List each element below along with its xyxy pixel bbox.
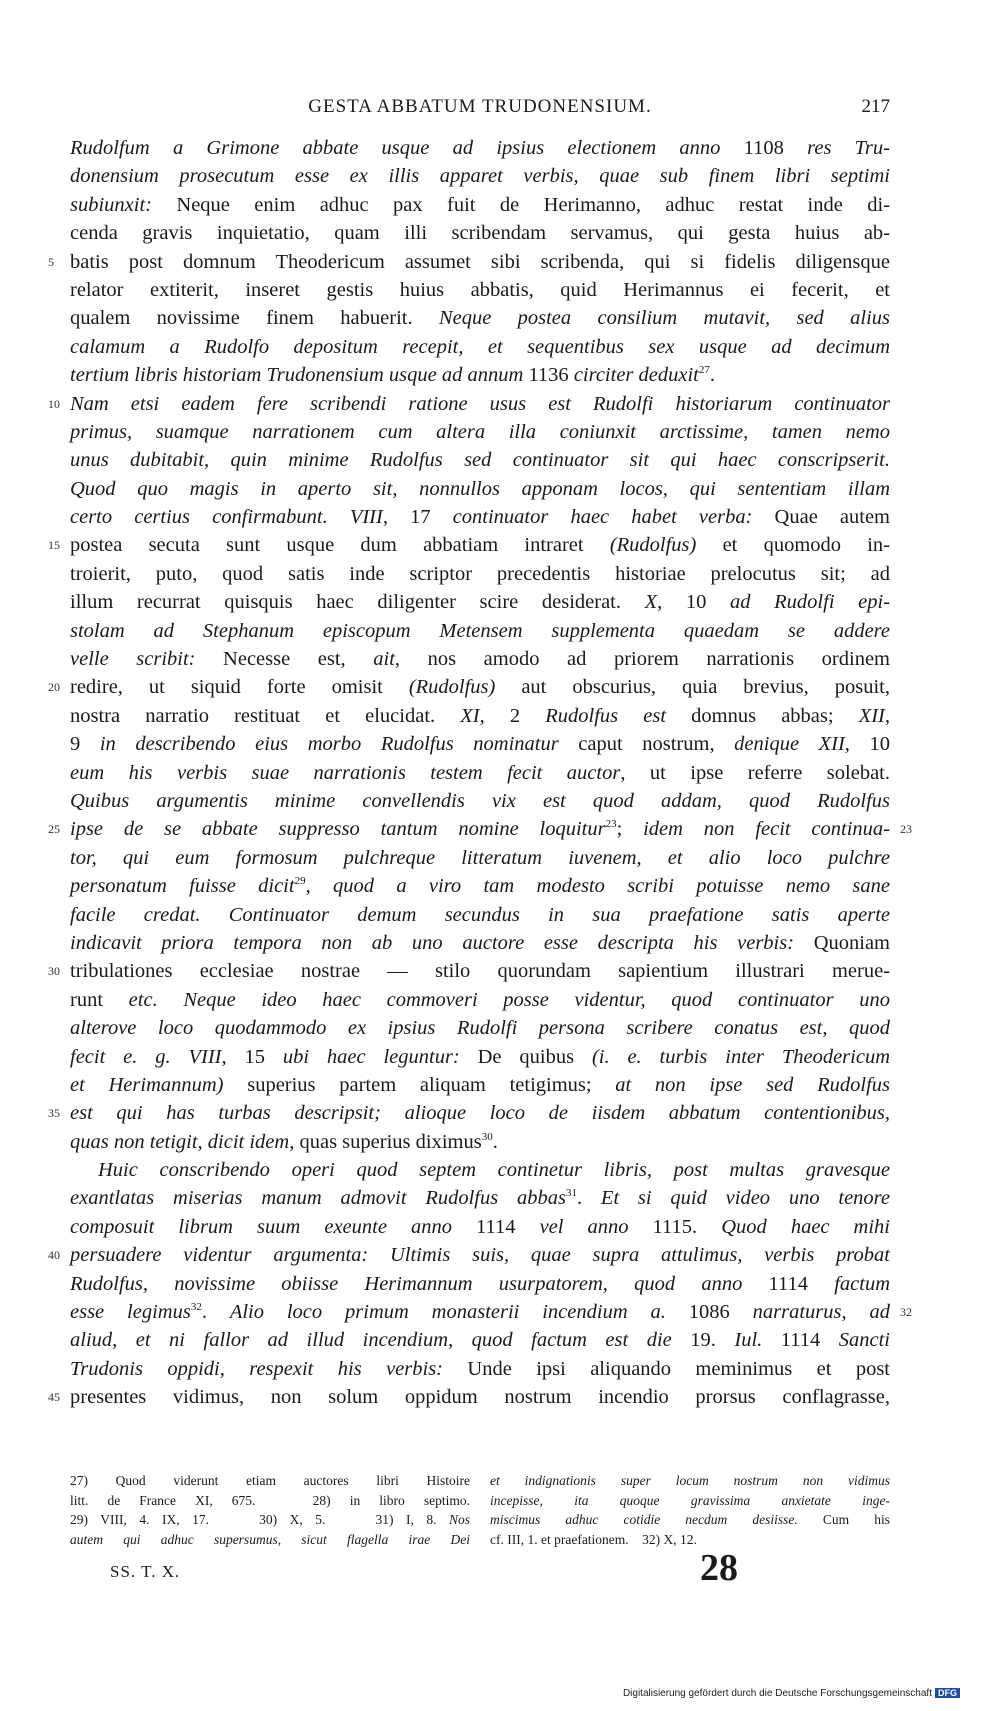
line-text: subiunxit: Neque enim adhuc pax fuit de Herimanno, adhuc restat inde di- <box>70 193 890 216</box>
line-number: 30 <box>48 964 60 979</box>
line-text: 9 in describendo eius morbo Rudolfus nominatur caput nostrum, denique XII, 10 <box>70 733 891 756</box>
text-line <box>70 333 890 361</box>
text-line <box>70 276 890 304</box>
text-line <box>70 191 890 219</box>
line-text: alterove loco quodammodo ex ipsius Rudolfi persona scribere conatus est, quod <box>70 1017 890 1040</box>
text-line <box>70 702 890 730</box>
line-text: tor, qui eum formosum pulchreque litteratum iuvenem, et alio loco pulchre <box>70 846 890 869</box>
line-text: ipse de se abbate suppresso tantum nomine loquitur$^{23}$; idem non fecit continua- <box>70 818 890 841</box>
text-line <box>70 1184 890 1212</box>
signature-mark: SS. T. X. <box>110 1562 181 1581</box>
text-line <box>48 815 912 843</box>
text-line <box>70 645 890 673</box>
line-number: 15 <box>48 538 60 553</box>
text-line <box>70 1071 890 1099</box>
text-line <box>70 1270 890 1298</box>
line-text: calamum a Rudolfo depositum recepit, et sequentibus sex usque ad decimum <box>70 335 890 358</box>
line-text: composuit librum suum exeunte anno 1114 vel anno 1115. Quod haec mihi <box>70 1215 891 1238</box>
sheet-number: 28 <box>700 1547 738 1589</box>
footnote-line: et indignationis super locum nostrum non vidimus <box>490 1473 890 1488</box>
text-line <box>48 957 890 985</box>
line-text: Nam etsi eadem fere scribendi ratione usus est Rudolfi historiarum continuator <box>70 392 890 415</box>
text-line <box>70 844 890 872</box>
line-text: stolam ad Stephanum episcopum Metensem supplementa quaedam se addere <box>70 619 890 642</box>
line-text: facile credat. Continuator demum secundus in sua praefatione satis aperte <box>70 903 890 926</box>
text-line <box>70 418 890 446</box>
text-line <box>48 1241 890 1269</box>
running-header <box>70 96 890 126</box>
line-text: quas non tetigit, dicit idem, quas superius diximus$^{30}$. <box>70 1130 498 1153</box>
line-text: et Herimannum) superius partem aliquam tetigimus; at non ipse sed Rudolfus <box>70 1073 891 1096</box>
footnote-line: cf. III, 1. et praefationem. 32) X, 12. <box>490 1531 697 1547</box>
page-number: 217 <box>861 96 890 117</box>
line-number: 40 <box>48 1248 60 1263</box>
margin-note-marker: 32 <box>900 1305 912 1320</box>
footnotes-right-column <box>490 1471 890 1549</box>
margin-note-marker: 23 <box>900 822 912 837</box>
text-line <box>70 588 890 616</box>
text-line <box>70 1213 890 1241</box>
text-line <box>70 872 890 900</box>
footnote-line: 29) VIII, 4. IX, 17. 30) X, 5. 31) I, 8. Nos <box>70 1512 470 1528</box>
text-line <box>48 531 890 559</box>
footnotes-left-column <box>70 1471 470 1549</box>
line-text: cenda gravis inquietatio, quam illi scribendam servamus, qui gesta huius ab- <box>70 222 890 245</box>
line-text: aliud, et ni fallor ad illud incendium, quod factum est die 19. Iul. 1114 Sancti <box>70 1329 891 1352</box>
footnote-line: autem qui adhuc supersumus, sicut flagella irae Dei <box>70 1531 470 1547</box>
line-text: presentes vidimus, non solum oppidum nostrum incendio prorsus conflagrasse, <box>70 1386 890 1409</box>
text-line <box>48 1383 890 1411</box>
line-text: troierit, puto, quod satis inde scriptor precedentis historiae prelocutus sit; ad <box>70 562 890 585</box>
digitization-credit <box>623 1688 960 1699</box>
text-line <box>48 673 890 701</box>
text-line <box>70 1355 890 1383</box>
line-text: Rudolfum a Grimone abbate usque ad ipsius electionem anno 1108 res Tru- <box>70 137 890 159</box>
footnote-line: incepisse, ita quoque gravissima anxietate inge- <box>490 1492 890 1508</box>
text-line <box>70 162 890 190</box>
text-line <box>48 390 890 418</box>
main-text <box>48 134 912 1412</box>
footnote-line: 27) Quod viderunt etiam auctores libri Histoire <box>70 1473 470 1488</box>
text-line <box>48 248 890 276</box>
line-text: runt etc. Neque ideo haec commoveri posse videntur, quod continuator uno <box>70 988 890 1011</box>
text-line <box>70 986 890 1014</box>
text-line <box>48 1099 890 1127</box>
line-number: 20 <box>48 680 60 695</box>
line-text: fecit e. g. VIII, 15 ubi haec leguntur: De quibus (i. e. turbis inter Theodericum <box>70 1045 890 1068</box>
text-line <box>70 361 890 389</box>
text-line <box>70 901 890 929</box>
text-line <box>70 730 890 758</box>
footnote-line: miscimus adhuc cotidie necdum desiisse. Cum his <box>490 1512 890 1528</box>
line-text: est qui has turbas descripsit; alioque loco de iisdem abbatum contentionibus, <box>70 1102 890 1125</box>
text-line <box>70 787 890 815</box>
line-text: velle scribit: Necesse est, ait, nos amodo ad priorem narrationis ordinem <box>70 648 890 671</box>
line-text: Quod quo magis in aperto sit, nonnullos apponam locos, qui sententiam illam <box>70 477 890 500</box>
line-text: personatum fuisse dicit$^{29}$, quod a viro tam modesto scribi potuisse nemo sane <box>70 875 891 898</box>
text-line <box>70 560 890 588</box>
text-line <box>70 1326 890 1354</box>
text-line <box>70 219 890 247</box>
text-line <box>70 134 890 162</box>
line-text: esse legimus$^{32}$. Alio loco primum monasterii incendium a. 1086 narraturus, ad <box>70 1301 890 1324</box>
text-line <box>70 1014 890 1042</box>
line-number: 45 <box>48 1390 60 1405</box>
dfg-logo: DFG <box>935 1688 960 1698</box>
line-text: Rudolfus, novissime obiisse Herimannum usurpatorem, quod anno 1114 factum <box>70 1272 890 1295</box>
line-text: donensium prosecutum esse ex illis apparet verbis, quae sub finem libri septimi <box>70 165 890 188</box>
line-text: Trudonis oppidi, respexit his verbis: Unde ipsi aliquando meminimus et post <box>70 1357 890 1380</box>
line-text: redire, ut siquid forte omisit (Rudolfus) aut obscurius, quia brevius, posuit, <box>70 676 890 699</box>
line-number: 10 <box>48 396 60 411</box>
text-line <box>70 446 890 474</box>
line-text: unus dubitabit, quin minime Rudolfus sed continuator sit qui haec conscripserit. <box>70 449 890 472</box>
line-text: relator extiterit, inseret gestis huius abbatis, quid Herimannus ei fecerit, et <box>70 278 890 301</box>
line-text: eum his verbis suae narrationis testem fecit auctor, ut ipse referre solebat. <box>70 761 890 784</box>
footnote-line: litt. de France XI, 675. 28) in libro septimo. <box>70 1492 470 1508</box>
line-text: batis post domnum Theodericum assumet sibi scribenda, qui si fidelis diligensque <box>70 250 890 273</box>
line-text: postea secuta sunt usque dum abbatiam intraret (Rudolfus) et quomodo in- <box>70 534 890 557</box>
line-text: tertium libris historiam Trudonensium usque ad annum 1136 circiter deduxit$^{27}$. <box>70 364 715 387</box>
line-text: Huic conscribendo operi quod septem continetur libris, post multas gravesque <box>98 1159 890 1182</box>
line-text: tribulationes ecclesiae nostrae — stilo quorundam sapientium illustrari merue- <box>70 960 890 983</box>
text-line <box>70 1156 890 1184</box>
line-text: qualem novissime finem habuerit. Neque postea consilium mutavit, sed alius <box>70 307 891 330</box>
running-title: GESTA ABBATUM TRUDONENSIUM. <box>308 96 652 117</box>
credit-text: Digitalisierung gefördert durch die Deutsche Forschungsgemeinschaft <box>622 1688 932 1699</box>
text-line <box>70 475 890 503</box>
text-line <box>70 1298 912 1326</box>
text-line <box>70 304 890 332</box>
line-text: primus, suamque narrationem cum altera illa coniunxit arctissime, tamen nemo <box>70 420 890 443</box>
line-number: 35 <box>48 1106 60 1121</box>
text-line <box>70 1043 890 1071</box>
line-text: illum recurrat quisquis haec diligenter scire desiderat. X, 10 ad Rudolfi epi- <box>70 591 891 614</box>
line-number: 5 <box>48 254 54 269</box>
text-line <box>70 1128 890 1156</box>
line-text: indicavit priora tempora non ab uno auctore esse descripta his verbis: Quoniam <box>70 931 891 954</box>
text-line <box>70 929 890 957</box>
text-line <box>70 503 890 531</box>
line-text: Quibus argumentis minime convellendis vix est quod addam, quod Rudolfus <box>70 789 890 812</box>
line-text: certo certius confirmabunt. VIII, 17 continuator haec habet verba: Quae autem <box>70 506 890 529</box>
text-line <box>70 617 890 645</box>
line-number: 25 <box>48 822 60 837</box>
text-line <box>70 759 890 787</box>
line-text: persuadere videntur argumenta: Ultimis suis, quae supra attulimus, verbis probat <box>70 1244 890 1267</box>
line-text: nostra narratio restituat et elucidat. XI, 2 Rudolfus est domnus abbas; XII, <box>70 704 891 727</box>
line-text: exantlatas miserias manum admovit Rudolfus abbas$^{31}$. Et si quid video uno tenore <box>70 1187 890 1210</box>
